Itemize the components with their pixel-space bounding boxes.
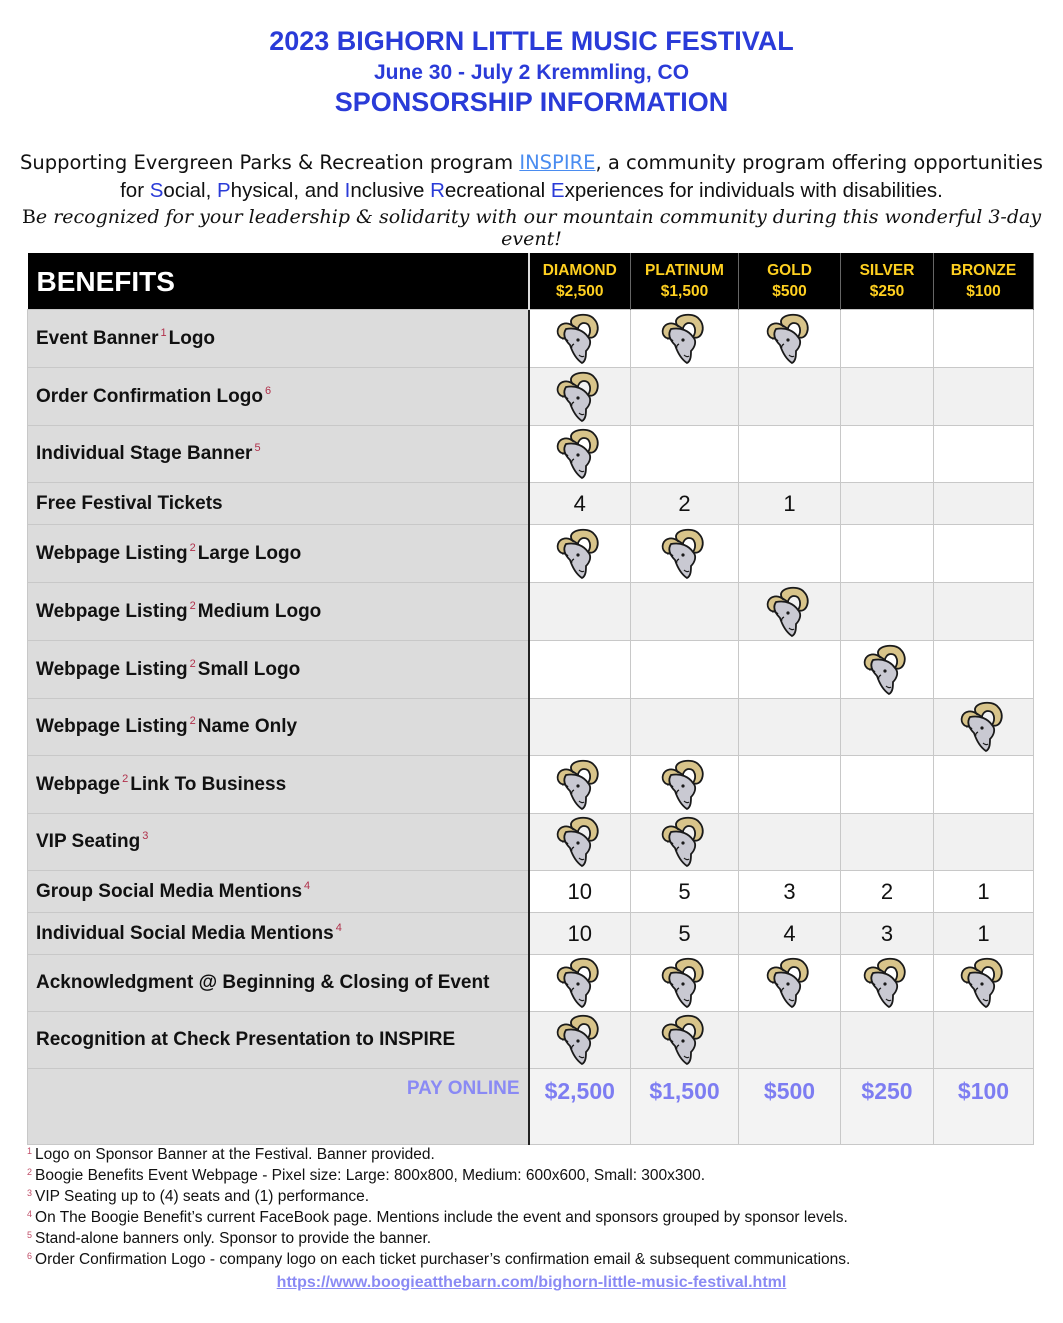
cell-gold — [739, 955, 841, 1012]
bighorn-ram-icon — [657, 955, 713, 1011]
footnote-number: 3 — [27, 1188, 33, 1198]
cell-bronze — [934, 426, 1034, 483]
cell-diamond — [529, 525, 631, 583]
footnote-marker: 5 — [254, 442, 261, 454]
footnote — [27, 1251, 850, 1269]
tier-header-gold — [739, 253, 841, 310]
intro-highlight-letter: I — [344, 179, 351, 202]
benefit-detail: Name Only — [197, 716, 298, 737]
footnote-number: 2 — [27, 1167, 33, 1177]
bighorn-ram-icon — [552, 814, 608, 870]
cell-silver — [841, 426, 934, 483]
intro-line-2 — [0, 179, 1063, 203]
pay-price-silver[interactable]: $250 — [841, 1069, 934, 1145]
footnote-text: Boogie Benefits Event Webpage - Pixel size: Large: 800x800, Medium: 600x600, Small: 300x300. — [35, 1167, 706, 1184]
cell-gold — [739, 1012, 841, 1069]
cell-silver — [841, 368, 934, 426]
cell-diamond — [529, 871, 631, 913]
intro-line-2-text: nclusive — [350, 179, 431, 202]
cell-platinum — [631, 525, 739, 583]
cell-silver — [841, 756, 934, 814]
cell-value: 1 — [783, 490, 796, 516]
bighorn-ram-icon — [657, 526, 713, 582]
footnote-text: Logo on Sponsor Banner at the Festival. Banner provided. — [35, 1146, 435, 1163]
benefit-label — [28, 310, 529, 368]
footnote — [27, 1146, 435, 1164]
benefit-detail: Small Logo — [197, 658, 301, 680]
bighorn-ram-icon — [552, 526, 608, 582]
cell-diamond — [529, 310, 631, 368]
cell-silver — [841, 483, 934, 525]
intro-highlight-letter: P — [216, 179, 231, 202]
intro-line-1-post: , a community program offering opportunities — [595, 151, 1043, 174]
benefit-row — [28, 583, 1034, 641]
tier-name: BRONZE — [950, 262, 1017, 279]
cell-silver — [841, 955, 934, 1012]
tier-price: $100 — [966, 283, 1001, 300]
benefit-label — [28, 871, 529, 913]
cell-bronze — [934, 1012, 1034, 1069]
benefit-label — [28, 814, 529, 871]
cell-bronze — [934, 525, 1034, 583]
footnote-marker: 2 — [189, 657, 196, 670]
footnote-text: Order Confirmation Logo - company logo on each ticket purchaser’s confirmation email & subsequent communications. — [35, 1251, 851, 1268]
tier-header-row — [28, 253, 1034, 310]
cell-platinum — [631, 1012, 739, 1069]
intro-line-3-text: e recognized for your leadership & solidarity with our mountain community during this wonderful 3-day event! — [35, 206, 1042, 250]
tier-header-silver — [841, 253, 934, 310]
cell-value: 10 — [567, 878, 592, 904]
benefit-label — [28, 426, 529, 483]
cell-gold — [739, 913, 841, 955]
bighorn-ram-icon — [552, 1012, 608, 1068]
cell-diamond — [529, 699, 631, 756]
cell-gold — [739, 368, 841, 426]
footnote-number: 6 — [27, 1251, 33, 1261]
bighorn-ram-icon — [657, 814, 713, 870]
footnote — [27, 1209, 848, 1227]
benefit-name: Webpage — [36, 773, 121, 795]
cell-bronze — [934, 641, 1034, 699]
benefit-row — [28, 426, 1034, 483]
cell-bronze — [934, 310, 1034, 368]
footnote-text: Stand-alone banners only. Sponsor to provide the banner. — [35, 1230, 432, 1247]
benefit-row — [28, 641, 1034, 699]
benefit-detail: Large Logo — [197, 542, 302, 564]
cell-diamond — [529, 641, 631, 699]
cell-platinum — [631, 699, 739, 756]
cell-platinum — [631, 814, 739, 871]
intro-line-1 — [0, 151, 1063, 174]
benefit-name: Webpage Listing — [36, 658, 188, 680]
cell-silver — [841, 913, 934, 955]
benefit-label — [28, 955, 529, 1012]
benefit-name: Event Banner — [36, 327, 159, 349]
tier-name: SILVER — [859, 262, 915, 279]
benefit-label — [28, 641, 529, 699]
cell-silver — [841, 525, 934, 583]
cell-value: 3 — [783, 878, 796, 904]
benefit-row — [28, 756, 1034, 814]
bighorn-ram-icon — [762, 311, 818, 367]
benefit-name: Free Festival Tickets — [36, 492, 223, 514]
festival-dates: June 30 - July 2 Kremmling, CO — [373, 61, 690, 84]
cell-gold — [739, 310, 841, 368]
benefit-row — [28, 483, 1034, 525]
benefit-row — [28, 699, 1034, 756]
cell-bronze — [934, 699, 1034, 756]
tier-price: $2,500 — [556, 283, 604, 300]
cell-diamond — [529, 583, 631, 641]
cell-silver — [841, 641, 934, 699]
intro-line-2-text: ocial, — [163, 179, 217, 202]
cell-bronze — [934, 955, 1034, 1012]
intro-line-2-text: ecreational — [444, 179, 551, 202]
cell-gold — [739, 525, 841, 583]
footnote-marker: 1 — [160, 326, 167, 339]
cell-silver — [841, 871, 934, 913]
tier-header-platinum — [631, 253, 739, 310]
cell-value: 1 — [977, 878, 990, 904]
pay-price-platinum[interactable]: $1,500 — [631, 1069, 739, 1145]
cell-platinum — [631, 641, 739, 699]
cell-value: 4 — [573, 490, 586, 516]
cell-platinum — [631, 913, 739, 955]
sponsorship-heading: SPONSORSHIP INFORMATION — [334, 87, 729, 117]
cell-bronze — [934, 913, 1034, 955]
bighorn-ram-icon — [859, 642, 915, 698]
cell-bronze — [934, 368, 1034, 426]
benefit-row — [28, 871, 1034, 913]
tier-name: PLATINUM — [645, 262, 724, 279]
benefit-detail: Logo — [168, 327, 216, 349]
benefit-row — [28, 1012, 1034, 1069]
intro-line-1-pre: Supporting Evergreen Parks & Recreation program — [20, 151, 520, 174]
cell-bronze — [934, 583, 1034, 641]
footnote-marker: 2 — [189, 541, 196, 554]
cell-value: 10 — [567, 920, 592, 946]
benefit-label — [28, 699, 529, 756]
cell-silver — [841, 583, 934, 641]
cell-gold — [739, 483, 841, 525]
pay-online-row — [28, 1069, 1034, 1145]
bighorn-ram-icon — [552, 426, 608, 482]
benefit-label — [28, 525, 529, 583]
benefit-label — [28, 913, 529, 955]
cell-platinum — [631, 368, 739, 426]
footnote — [27, 1230, 431, 1248]
intro-line-2-text: hysical, and — [230, 179, 345, 202]
footnote-number: 1 — [27, 1146, 33, 1156]
bighorn-ram-icon — [956, 955, 1012, 1011]
cell-silver — [841, 310, 934, 368]
benefit-label — [28, 368, 529, 426]
tier-name: GOLD — [767, 262, 812, 279]
intro-line-3-cap: B — [21, 206, 36, 228]
cell-bronze — [934, 483, 1034, 525]
tier-price: $500 — [772, 283, 807, 300]
benefits-header: BENEFITS — [28, 253, 529, 310]
cell-platinum — [631, 756, 739, 814]
benefit-name: Group Social Media Mentions — [36, 880, 303, 902]
cell-gold — [739, 756, 841, 814]
bighorn-ram-icon — [762, 955, 818, 1011]
cell-diamond — [529, 913, 631, 955]
bighorn-ram-icon — [657, 311, 713, 367]
benefit-label — [28, 1012, 529, 1069]
bighorn-ram-icon — [956, 699, 1012, 755]
cell-silver — [841, 699, 934, 756]
benefits-body — [28, 310, 1034, 1145]
pay-price-bronze[interactable]: $100 — [934, 1069, 1034, 1145]
cell-diamond — [529, 814, 631, 871]
cell-diamond — [529, 1012, 631, 1069]
intro-highlight-letter: S — [149, 179, 164, 202]
cell-gold — [739, 426, 841, 483]
festival-title: 2023 BIGHORN LITTLE MUSIC FESTIVAL — [269, 26, 794, 56]
pay-price-diamond[interactable]: $2,500 — [529, 1069, 631, 1145]
footnote-text: On The Boogie Benefit’s current FaceBook page. Mentions include the event and sponsors grouped by sponsor levels. — [35, 1209, 848, 1226]
cell-value: 5 — [678, 878, 691, 904]
benefit-name: Individual Stage Banner — [36, 443, 253, 464]
cell-diamond — [529, 426, 631, 483]
footnote-text: VIP Seating up to (4) seats and (1) performance. — [35, 1188, 370, 1205]
footnote — [27, 1167, 705, 1185]
benefit-name: Acknowledgment @ Beginning & Closing of Event — [36, 972, 490, 993]
bighorn-ram-icon — [859, 955, 915, 1011]
cell-gold — [739, 641, 841, 699]
cell-platinum — [631, 426, 739, 483]
cell-platinum — [631, 583, 739, 641]
tier-header-diamond — [529, 253, 631, 310]
bighorn-ram-icon — [657, 1012, 713, 1068]
bighorn-ram-icon — [762, 584, 818, 640]
benefit-row — [28, 955, 1034, 1012]
benefit-row — [28, 368, 1034, 426]
cell-value: 1 — [977, 920, 990, 946]
benefit-name: Individual Social Media Mentions — [36, 922, 334, 944]
footnote-number: 4 — [27, 1209, 33, 1219]
bighorn-ram-icon — [552, 757, 608, 813]
cell-diamond — [529, 756, 631, 814]
tier-price: $250 — [869, 283, 905, 300]
benefit-label — [28, 583, 529, 641]
footnote-marker: 4 — [304, 879, 311, 892]
bighorn-ram-icon — [552, 369, 608, 425]
cell-gold — [739, 814, 841, 871]
footnote-number: 5 — [27, 1230, 33, 1240]
cell-platinum — [631, 871, 739, 913]
pay-online-label[interactable]: PAY ONLINE — [28, 1069, 529, 1145]
bighorn-ram-icon — [657, 757, 713, 813]
footnote-marker: 2 — [122, 772, 129, 785]
bighorn-ram-icon — [552, 311, 608, 367]
tier-name: DIAMOND — [542, 262, 617, 279]
bighorn-ram-icon — [552, 955, 608, 1011]
cell-bronze — [934, 871, 1034, 913]
cell-bronze — [934, 756, 1034, 814]
cell-value: 3 — [880, 920, 894, 946]
benefit-name: Webpage Listing — [36, 716, 188, 737]
intro-line-2-text: xperiences for individuals with disabilities. — [564, 179, 943, 202]
cell-gold — [739, 871, 841, 913]
inspire-link[interactable]: INSPIRE — [519, 151, 596, 174]
cell-diamond — [529, 955, 631, 1012]
benefit-detail: Medium Logo — [197, 600, 322, 622]
cell-value: 2 — [678, 490, 691, 516]
cell-platinum — [631, 483, 739, 525]
footnote-marker: 2 — [189, 715, 196, 727]
benefit-name: Webpage Listing — [36, 542, 188, 564]
cell-silver — [841, 814, 934, 871]
tier-price: $1,500 — [660, 283, 709, 300]
benefit-label — [28, 483, 529, 525]
cell-gold — [739, 583, 841, 641]
benefit-row — [28, 525, 1034, 583]
benefit-label — [28, 756, 529, 814]
benefit-detail: Link To Business — [130, 773, 287, 795]
cell-platinum — [631, 310, 739, 368]
benefit-name: Order Confirmation Logo — [36, 385, 263, 407]
cell-value: 5 — [678, 920, 691, 946]
footnote — [27, 1188, 369, 1206]
cell-diamond — [529, 368, 631, 426]
benefit-name: Recognition at Check Presentation to INSPIRE — [36, 1029, 456, 1050]
footnote-marker: 3 — [142, 830, 149, 842]
intro-highlight-letter: E — [550, 179, 565, 202]
cell-value: 4 — [783, 920, 796, 946]
benefit-row — [28, 814, 1034, 871]
sponsorship-table — [27, 253, 1034, 1145]
benefit-name: Webpage Listing — [36, 600, 188, 622]
footnote-marker: 2 — [189, 599, 196, 612]
cell-bronze — [934, 814, 1034, 871]
cell-gold — [739, 699, 841, 756]
tier-header-bronze — [934, 253, 1034, 310]
intro-line-3 — [0, 206, 1063, 250]
cell-diamond — [529, 483, 631, 525]
intro-highlight-letter: R — [430, 179, 445, 202]
footnote-marker: 6 — [264, 384, 272, 397]
cell-silver — [841, 1012, 934, 1069]
benefit-name: VIP Seating — [36, 831, 141, 852]
cell-value: 2 — [880, 878, 894, 904]
benefit-row — [28, 310, 1034, 368]
cell-platinum — [631, 955, 739, 1012]
footnote-marker: 4 — [335, 921, 342, 934]
festival-url-link[interactable]: https://www.boogieatthebarn.com/bighorn-little-music-festival.html — [276, 1274, 787, 1291]
intro-line-2-text: for — [120, 179, 150, 202]
pay-price-gold[interactable]: $500 — [739, 1069, 841, 1145]
benefit-row — [28, 913, 1034, 955]
